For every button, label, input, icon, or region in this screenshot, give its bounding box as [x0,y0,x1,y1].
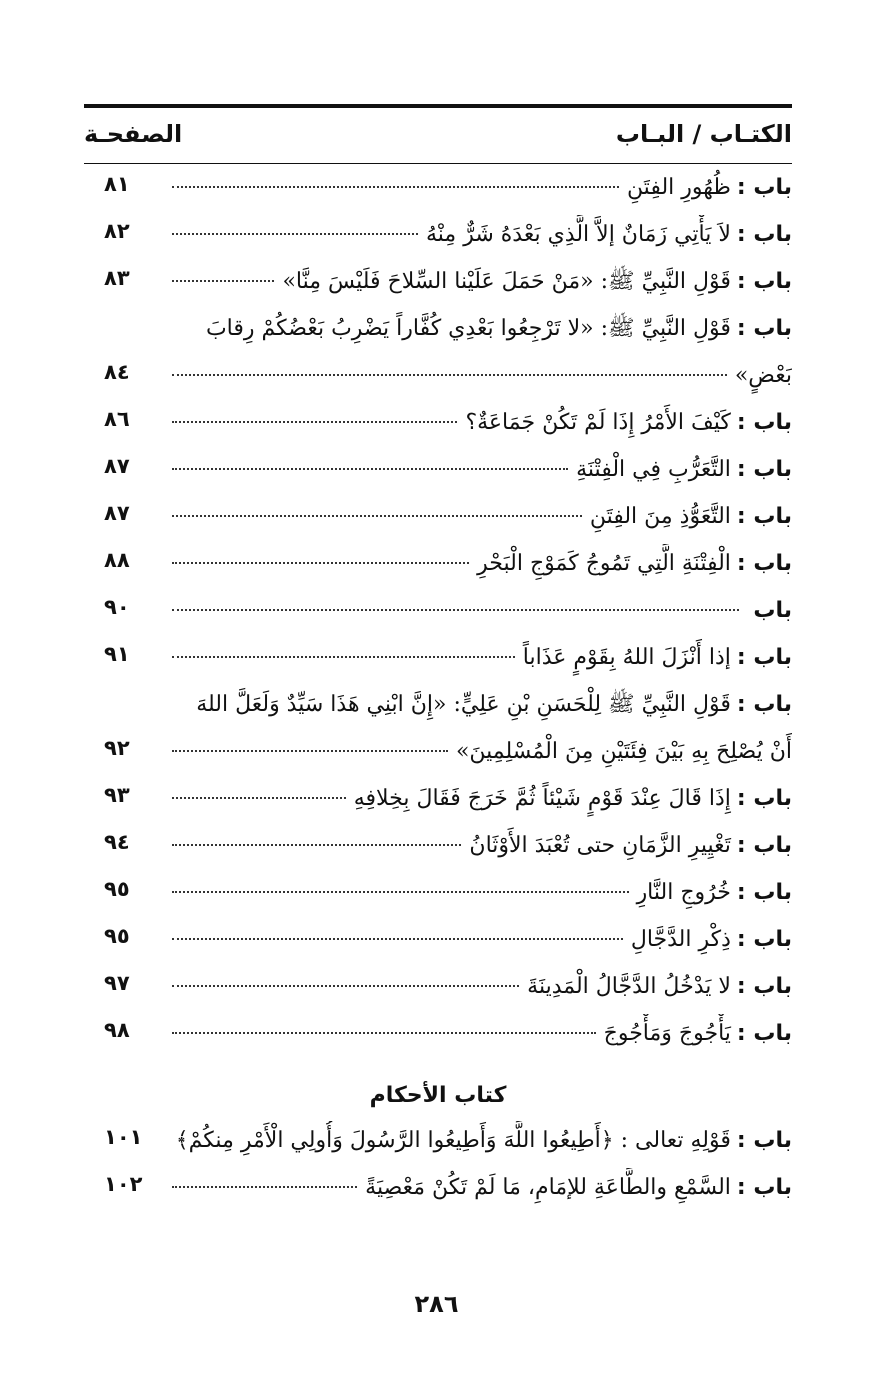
toc-entry [84,309,792,356]
dot-leader [172,421,457,423]
toc-entry-page: ٩٥ [104,877,130,901]
section-title: كتاب الأحكام [369,1083,507,1108]
toc-entry-page: ٨٢ [104,219,130,243]
toc-entry-line [172,356,792,396]
toc-entry [84,403,792,450]
toc-entry-page: ٩٣ [104,783,130,807]
toc-entry-line [172,873,792,913]
top-rule [84,104,792,108]
toc-entry-page: ١٠١ [104,1125,143,1149]
toc-entry-line [172,1121,792,1161]
toc-entry-line [172,450,792,490]
toc-entry-title: تَغْيِيرِ الزَّمَانِ حتى تُعْبَدَ الأَوْثَانُ [469,833,731,858]
toc-entry-label: باب : [736,222,792,247]
toc-entry-label: باب : [736,927,792,952]
toc-entry-title: قَوْلِ النَّبِيِّ ﷺ: «مَنْ حَمَلَ عَلَيْنا السِّلاحَ فَلَيْسَ مِنَّا» [282,269,731,294]
toc-entry-page: ٨٦ [104,407,130,431]
dot-leader [172,186,619,188]
toc-entry-label: باب : [736,692,792,717]
toc-entry-title: بَعْضٍ» [734,363,792,388]
toc-entry-page: ٨٨ [104,548,130,572]
toc-entry [84,873,792,920]
header-page-label: الصفحـة [84,120,183,148]
dot-leader [172,1032,596,1034]
dot-leader [172,609,739,611]
toc-entry [84,779,792,826]
toc-entry-label: باب : [736,786,792,811]
toc-entry-page: ٩٠ [104,595,130,619]
toc-entry-page: ٩٧ [104,971,130,995]
toc-entry-page: ٩١ [104,642,130,666]
toc-entry-title: خُرُوجِ النَّارِ [636,880,731,905]
toc-entry [84,215,792,262]
toc-entry [84,685,792,732]
toc-entry-page: ٩٤ [104,830,130,854]
toc-entry-page: ٩٢ [104,736,130,760]
toc-entry-label: باب : [736,833,792,858]
toc-entry-line [172,591,792,631]
dot-leader [172,938,623,940]
toc-entry-label: باب : [736,457,792,482]
toc-entry-title: قَوْلِهِ تعالى : ﴿أَطِيعُوا اللَّهَ وَأَطِيعُوا الرَّسُولَ وَأُولِي الْأَمْرِ مِنكُمْ﴾ [175,1128,731,1153]
toc-entry-page: ٨١ [104,172,130,196]
toc-entry [84,544,792,591]
toc-entry-line [172,685,792,725]
toc-entry [84,920,792,967]
dot-leader [172,1186,357,1188]
dot-leader [172,468,568,470]
dot-leader [172,844,461,846]
toc-entry-line [172,638,792,678]
dot-leader [172,280,274,282]
toc-entry [84,168,792,215]
toc-entry-page: ٨٧ [104,454,130,478]
toc-entry [84,1014,792,1061]
toc-entry-label: باب : [736,175,792,200]
toc-entry [84,826,792,873]
header-rule [84,163,792,164]
dot-leader [172,750,448,752]
dot-leader [172,797,346,799]
toc-entry [84,732,792,779]
toc-entry-label: باب : [736,974,792,999]
dot-leader [172,515,582,517]
toc-entry-title: قَوْلِ النَّبِيِّ ﷺ: «لا تَرْجِعُوا بَعْدِي كُفَّاراً يَضْرِبُ بَعْضُكُمْ رِقابَ [205,316,731,341]
toc-entry-page: ٨٣ [104,266,130,290]
toc-entry-label: باب [753,598,792,623]
toc-entry-label: باب : [736,269,792,294]
dot-leader [172,374,727,376]
dot-leader [172,656,515,658]
toc-entry-line [172,1014,792,1054]
toc-entry-title: الْفِتْنَةِ الَّتِي تَمُوجُ كَمَوْجِ الْبَحْرِ [477,551,731,576]
toc-entry-page: ٨٧ [104,501,130,525]
toc-entry [84,356,792,403]
dot-leader [172,233,418,235]
header-title: الكتـاب / البـاب [615,120,792,148]
dot-leader [172,985,519,987]
toc-entry-page: ٨٤ [104,360,130,384]
toc-entry-label: باب : [736,1175,792,1200]
toc-entry [84,638,792,685]
toc-entry-line [172,544,792,584]
dot-leader [172,562,469,564]
toc-entry-title: لا يَدْخُلُ الدَّجَّالُ الْمَدِينَةَ [527,974,731,999]
toc-entry-label: باب : [736,504,792,529]
toc-entry-line [172,826,792,866]
toc-entry-title: أَنْ يُصْلِحَ بِهِ بَيْنَ فِئَتَيْنِ مِنَ الْمُسْلِمِينَ» [455,739,792,764]
toc-entry-line [172,168,792,208]
toc-entry-title: كَيْفَ الأَمْرُ إِذَا لَمْ تَكُنْ جَمَاعَةٌ؟ [465,410,731,435]
toc-entry [84,967,792,1014]
toc-entry-label: باب : [736,316,792,341]
toc-entry-title: لاَ يَأْتِي زَمَانٌ إلاَّ الَّذِي بَعْدَهُ شَرٌّ مِنْهُ [426,222,731,247]
toc-entry-title: إذا أَنْزَلَ اللهُ بِقَوْمٍ عَذَاباً [522,645,731,670]
toc-entry-line [172,779,792,819]
toc-entry-title: التَّعَوُّذِ مِنَ الفِتَنِ [589,504,731,529]
toc-entry-line [172,403,792,443]
toc-header [84,112,792,156]
toc-entry-line [172,1168,792,1208]
toc-entry [84,450,792,497]
toc-entry [84,497,792,544]
toc-entry-label: باب : [736,1021,792,1046]
toc-entry [84,1121,792,1168]
toc-entry-page: ٩٨ [104,1018,130,1042]
toc-entry-label: باب : [736,410,792,435]
toc-entry-title: التَّعَرُّبِ فِي الْفِتْنَةِ [576,457,731,482]
toc-entry-title: ظُهُورِ الفِتَنِ [626,175,731,200]
toc-entry-title: إِذَا قَالَ عِنْدَ قَوْمٍ شَيْئاً ثُمَّ خَرَجَ فَقَالَ بِخِلافِهِ [353,786,731,811]
toc-entry-line [172,215,792,255]
toc-entry-label: باب : [736,880,792,905]
toc-entry [84,262,792,309]
toc-entry-label: باب : [736,645,792,670]
table-of-contents [84,168,792,1215]
toc-entry-title: قَوْلِ النَّبِيِّ ﷺ لِلْحَسَنِ بْنِ عَلِيٍّ: «إِنَّ ابْنِي هَذَا سَيِّدٌ وَلَعَلَّ اللهَ [196,692,731,717]
toc-entry-title: يَأْجُوجَ وَمَأْجُوجَ [603,1021,731,1046]
toc-entry [84,591,792,638]
toc-entry-label: باب : [736,551,792,576]
toc-entry-title: السَّمْعِ والطَّاعَةِ للإمَامِ، مَا لَمْ تَكُنْ مَعْصِيَةً [365,1175,731,1200]
toc-entry-line [172,497,792,537]
toc-entry-line [172,967,792,1007]
toc-entry-title: ذِكْرِ الدَّجَّالِ [630,927,731,952]
toc-entry-label: باب : [736,1128,792,1153]
toc-entry-page: ١٠٢ [104,1172,143,1196]
dot-leader [172,891,629,893]
page-number: ٢٨٦ [414,1290,459,1318]
toc-entry [84,1168,792,1215]
toc-entry-line [172,732,792,772]
toc-entry-line [172,309,792,349]
toc-entry-line [172,920,792,960]
toc-entry-line [172,262,792,302]
toc-entry-page: ٩٥ [104,924,130,948]
